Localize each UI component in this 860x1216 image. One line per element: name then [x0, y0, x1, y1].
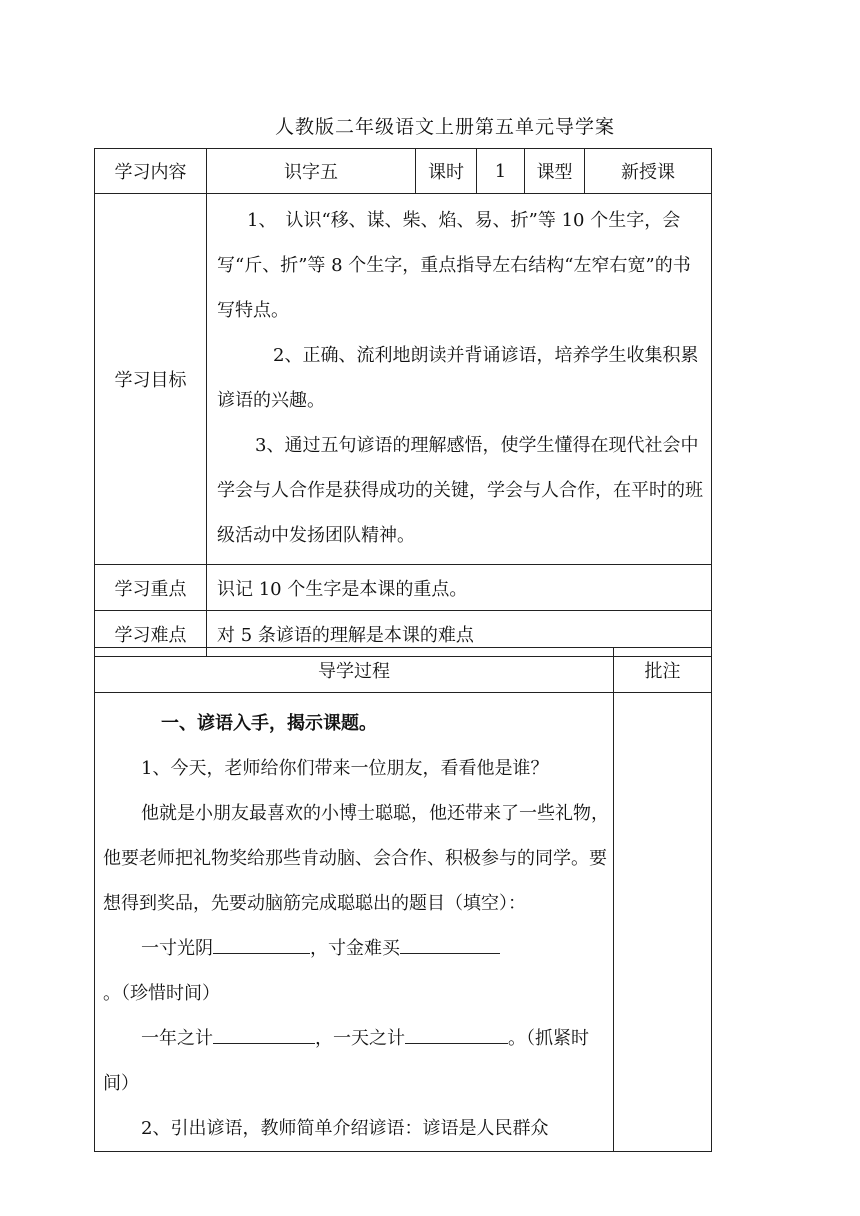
fill-text: ，寸金难买 [310, 938, 400, 959]
process-header-row [95, 648, 712, 693]
goals-row [95, 194, 712, 565]
paragraph: 2、引出谚语，教师简单介绍谚语：谚语是人民群众 [141, 1118, 549, 1139]
type-label: 课型 [525, 149, 585, 194]
notes-header: 批注 [614, 648, 712, 693]
blank-line [213, 935, 310, 954]
goal-item: 2、正确、流利地朗读并背诵谚语，培养学生收集积累谚语的兴趣。 [217, 345, 699, 411]
paragraph: 他就是小朋友最喜欢的小博士聪聪，他还带来了一些礼物，他要老师把礼物奖给那些肯动脑、会合作、积极参与的同学。要想得到奖品，先要动脑筋完成聪聪出的题目（填空）： [103, 803, 609, 914]
goal-item: 1、 认识“移、谋、柴、焰、易、折”等 10 个生字，会写“斤、折”等 8 个生字，重点指导左右结构“左窄右宽”的书写特点。 [217, 210, 691, 321]
goal-item: 3、通过五句谚语的理解感悟，使学生懂得在现代社会中学会与人合作是获得成功的关键，学会与人合作，在平时的班级活动中发扬团队精神。 [217, 435, 703, 546]
fill-blank-1 [103, 926, 609, 1016]
process-body-row [95, 693, 712, 1152]
fill-text: 一寸光阴 [141, 938, 213, 959]
fill-text: 。（珍惜时间） [103, 983, 220, 1004]
process-table [94, 647, 712, 1152]
key-point-row [95, 565, 712, 611]
difficulty-value: 对 5 条谚语的理解是本课的难点 [207, 611, 712, 657]
type-value: 新授课 [585, 149, 712, 194]
notes-cell [614, 693, 712, 1152]
period-value: 1 [477, 149, 525, 194]
goals-label: 学习目标 [95, 194, 207, 565]
process-body [95, 693, 614, 1152]
document-title: 人教版二年级语文上册第五单元导学案 [274, 116, 615, 138]
content-value: 识字五 [207, 149, 416, 194]
lesson-info-table [94, 148, 712, 657]
blank-line [405, 1025, 508, 1044]
process-header: 导学过程 [95, 648, 614, 693]
fill-text: 一年之计 [141, 1028, 213, 1049]
lesson-header-row [95, 149, 712, 194]
period-label: 课时 [416, 149, 477, 194]
paragraph: 1、今天，老师给你们带来一位朋友，看看他是谁？ [141, 758, 549, 779]
goals-content [207, 194, 712, 565]
section-heading: 一、谚语入手，揭示课题。 [161, 713, 377, 734]
fill-blank-2 [103, 1016, 609, 1106]
key-point-value: 识记 10 个生字是本课的重点。 [207, 565, 712, 611]
fill-text: 。（抓紧时间） [103, 1028, 589, 1094]
key-point-label: 学习重点 [95, 565, 207, 611]
content-label: 学习内容 [95, 149, 207, 194]
blank-line [213, 1025, 315, 1044]
difficulty-label: 学习难点 [95, 611, 207, 657]
blank-line [400, 935, 500, 954]
fill-text: ，一天之计 [315, 1028, 405, 1049]
